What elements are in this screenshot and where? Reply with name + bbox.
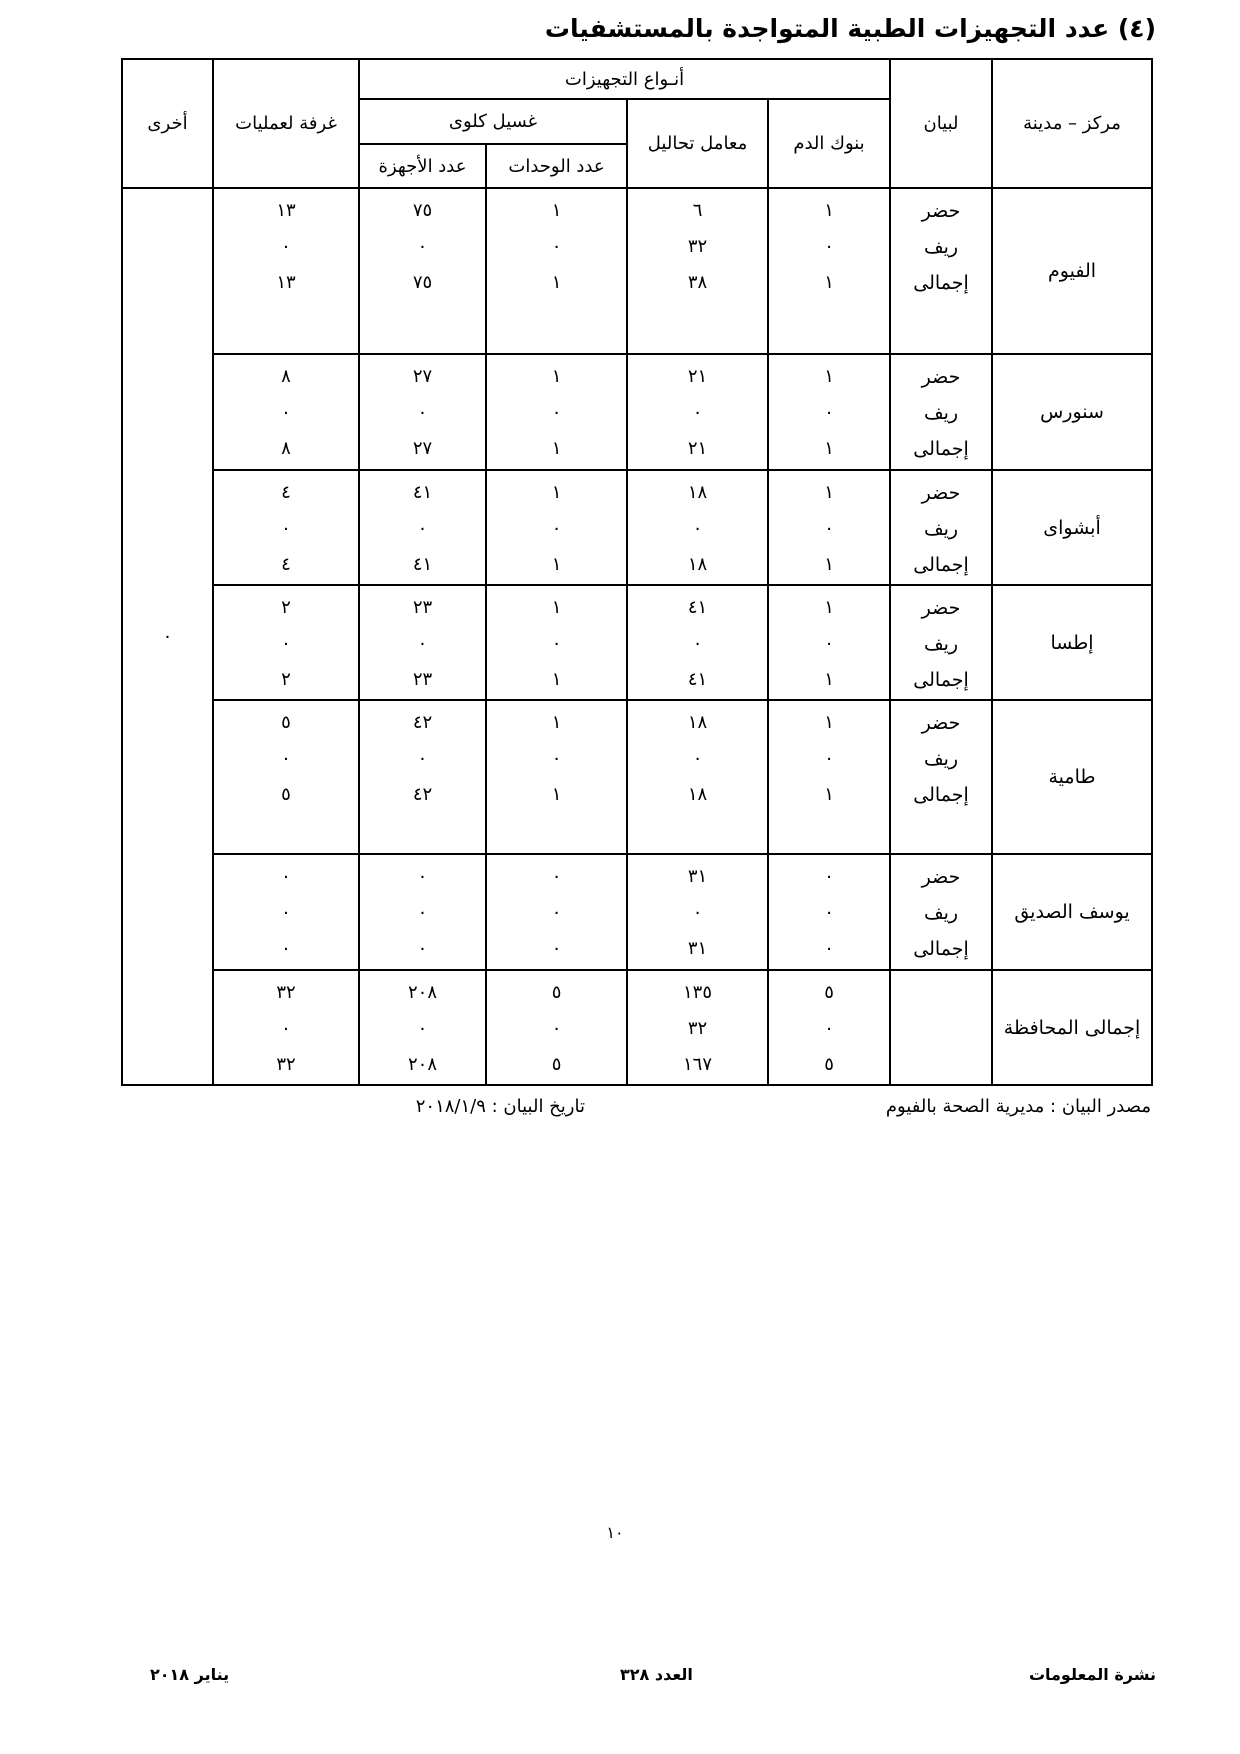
blood-banks-value: ١: [824, 200, 834, 221]
dialysis-devices-value: ٧٥: [412, 272, 433, 293]
operating-rooms-value: ٠: [281, 402, 291, 423]
label-cell: [890, 700, 992, 854]
label-cell: [890, 470, 992, 585]
blood-banks-value: ١: [824, 712, 834, 733]
label-cell: [890, 854, 992, 970]
operating-rooms-value: ٠: [281, 633, 291, 654]
operating-rooms-value: ٠: [281, 518, 291, 539]
row-label: إجمالى: [913, 438, 969, 460]
footer-month: يناير ٢٠١٨: [150, 1665, 230, 1684]
row-label: حضر: [921, 482, 961, 504]
dialysis-devices-value: ٠: [417, 236, 428, 257]
labs-value: ١٨: [687, 482, 708, 503]
blood-banks-cell: [768, 470, 890, 585]
operating-rooms-value: ٠: [281, 866, 291, 887]
blood-banks-value: ٠: [824, 902, 834, 923]
label-cell: [890, 354, 992, 470]
labs-value: ٠: [692, 518, 703, 539]
labs-value: ٣٨: [687, 272, 708, 293]
labs-value: ٠: [692, 902, 703, 923]
equipment-table: [121, 58, 1153, 1086]
dialysis-units-value: ١: [551, 366, 562, 387]
operating-rooms-cell: [213, 854, 359, 970]
labs-value: ١٨: [687, 554, 708, 575]
blood-banks-cell: [768, 585, 890, 700]
city-name: يوسف الصديق: [992, 854, 1152, 970]
dialysis-units-value: ١: [551, 200, 562, 221]
dialysis-devices-value: ٧٥: [412, 200, 433, 221]
blood-banks-value: ٥: [824, 982, 834, 1003]
dialysis-units-value: ١: [551, 669, 562, 690]
dialysis-devices-value: ٠: [417, 938, 428, 959]
blood-banks-cell: [768, 188, 890, 354]
row-label: حضر: [921, 366, 961, 388]
operating-rooms-cell: [213, 188, 359, 354]
city-name: أبشواى: [992, 470, 1152, 585]
city-name: إجمالى المحافظة: [992, 970, 1152, 1085]
operating-rooms-value: ٢: [281, 669, 291, 690]
header-other: أخرى: [122, 59, 213, 188]
header-labs: معامل تحاليل: [627, 99, 768, 188]
city-name: إطسا: [992, 585, 1152, 700]
operating-rooms-value: ٠: [281, 236, 291, 257]
operating-rooms-cell: [213, 470, 359, 585]
blood-banks-cell: [768, 970, 890, 1085]
operating-rooms-cell: [213, 970, 359, 1085]
footer-issue: العدد ٣٢٨: [620, 1665, 693, 1684]
header-units-count: عدد الوحدات: [486, 144, 627, 188]
dialysis-units-cell: [486, 970, 627, 1085]
labs-value: ٢١: [687, 366, 708, 387]
dialysis-units-value: ١: [551, 438, 562, 459]
dialysis-units-value: ١: [551, 554, 562, 575]
labs-value: ٤١: [687, 597, 708, 618]
blood-banks-value: ٠: [824, 518, 834, 539]
dialysis-devices-value: ٠: [417, 866, 428, 887]
dialysis-devices-value: ٤١: [412, 554, 433, 575]
dialysis-devices-cell: [359, 970, 486, 1085]
operating-rooms-value: ٨: [281, 438, 291, 459]
operating-rooms-value: ٣٢: [276, 982, 296, 1003]
operating-rooms-value: ٠: [281, 748, 291, 769]
dialysis-devices-value: ٠: [417, 402, 428, 423]
dialysis-units-value: ٠: [551, 748, 562, 769]
dialysis-devices-value: ٤٢: [412, 712, 433, 733]
dialysis-devices-cell: [359, 354, 486, 470]
page-title: (٤) عدد التجهيزات الطبية المتواجدة بالمستشفيات: [544, 14, 1156, 43]
labs-cell: [627, 700, 768, 854]
labs-value: ١٨: [687, 712, 708, 733]
dialysis-units-value: ٠: [551, 866, 562, 887]
dialysis-devices-value: ٤١: [412, 482, 433, 503]
dialysis-units-cell: [486, 470, 627, 585]
labs-cell: [627, 970, 768, 1085]
row-label: حضر: [921, 597, 961, 619]
dialysis-devices-value: ٢٧: [412, 438, 433, 459]
dialysis-units-cell: [486, 854, 627, 970]
blood-banks-value: ١: [824, 554, 834, 575]
labs-value: ٣٢: [687, 236, 708, 257]
table-row: [122, 700, 1152, 854]
dialysis-units-value: ٠: [551, 402, 562, 423]
header-center-city: مركز – مدينة: [992, 59, 1152, 188]
labs-value: ٤١: [687, 669, 708, 690]
dialysis-devices-value: ٠: [417, 748, 428, 769]
operating-rooms-value: ٥: [281, 712, 291, 733]
table-row: [122, 470, 1152, 585]
dialysis-devices-cell: [359, 585, 486, 700]
row-label: حضر: [921, 866, 961, 888]
blood-banks-value: ١: [824, 784, 834, 805]
row-label: ريف: [923, 902, 959, 924]
footer-publication: نشرة المعلومات: [1028, 1665, 1156, 1684]
blood-banks-value: ٠: [824, 1018, 834, 1039]
label-cell: [890, 188, 992, 354]
labs-value: ١٣٥: [683, 982, 713, 1003]
dialysis-devices-value: ٢٣: [412, 669, 433, 690]
source-info: [121, 1096, 1151, 1126]
page-number: ١٠: [606, 1523, 624, 1542]
blood-banks-value: ١: [824, 272, 834, 293]
label-cell: [890, 970, 992, 1085]
blood-banks-cell: [768, 354, 890, 470]
dialysis-devices-value: ٠: [417, 518, 428, 539]
labs-value: ٠: [692, 402, 703, 423]
header-devices-count: عدد الأجهزة: [359, 144, 486, 188]
dialysis-devices-value: ٤٢: [412, 784, 433, 805]
header-label: لبيان: [890, 59, 992, 188]
dialysis-units-value: ٠: [551, 236, 562, 257]
labs-value: ٠: [692, 748, 703, 769]
operating-rooms-value: ٥: [281, 784, 291, 805]
blood-banks-value: ١: [824, 438, 834, 459]
dialysis-units-value: ٥: [551, 982, 562, 1003]
dialysis-units-value: ١: [551, 597, 562, 618]
operating-rooms-value: ٣٢: [276, 1054, 296, 1075]
other-cell: ٠: [122, 188, 213, 1085]
dialysis-units-value: ٠: [551, 633, 562, 654]
labs-value: ٦: [692, 200, 703, 221]
blood-banks-value: ١: [824, 669, 834, 690]
dialysis-devices-cell: [359, 188, 486, 354]
dialysis-devices-value: ٢٠٨: [408, 982, 438, 1003]
header-blood-banks: بنوك الدم: [768, 99, 890, 188]
dialysis-devices-cell: [359, 700, 486, 854]
row-label: إجمالى: [913, 554, 969, 576]
operating-rooms-value: ٢: [281, 597, 291, 618]
row-label: إجمالى: [913, 938, 969, 960]
dialysis-units-cell: [486, 585, 627, 700]
row-label: ريف: [923, 402, 959, 424]
dialysis-devices-value: ٠: [417, 633, 428, 654]
operating-rooms-value: ٠: [281, 1018, 291, 1039]
dialysis-units-cell: [486, 700, 627, 854]
data-source: مصدر البيان : مديرية الصحة بالفيوم: [885, 1096, 1151, 1117]
table-row: [122, 970, 1152, 1085]
blood-banks-value: ٠: [824, 402, 834, 423]
labs-value: ٣١: [687, 866, 708, 887]
labs-cell: [627, 354, 768, 470]
operating-rooms-value: ٠: [281, 938, 291, 959]
dialysis-devices-value: ٠: [417, 902, 428, 923]
row-label: ريف: [923, 518, 959, 540]
dialysis-units-value: ٠: [551, 518, 562, 539]
blood-banks-value: ١: [824, 482, 834, 503]
dialysis-devices-cell: [359, 854, 486, 970]
operating-rooms-value: ٨: [281, 366, 291, 387]
dialysis-devices-value: ٠: [417, 1018, 428, 1039]
dialysis-units-cell: [486, 354, 627, 470]
operating-rooms-cell: [213, 585, 359, 700]
dialysis-units-value: ٠: [551, 1018, 562, 1039]
city-name: طامية: [992, 700, 1152, 854]
dialysis-units-value: ١: [551, 482, 562, 503]
dialysis-units-value: ٠: [551, 902, 562, 923]
dialysis-devices-cell: [359, 470, 486, 585]
label-cell: [890, 585, 992, 700]
operating-rooms-value: ١٣: [276, 200, 296, 221]
blood-banks-value: ٠: [824, 236, 834, 257]
labs-cell: [627, 188, 768, 354]
operating-rooms-value: ١٣: [276, 272, 296, 293]
header-dialysis: غسيل كلوى: [359, 99, 627, 144]
blood-banks-value: ١: [824, 597, 834, 618]
header-equipment-types: أنـواع التجهيزات: [359, 59, 890, 99]
blood-banks-value: ١: [824, 366, 834, 387]
row-label: حضر: [921, 200, 961, 222]
blood-banks-cell: [768, 854, 890, 970]
dialysis-units-cell: [486, 188, 627, 354]
labs-cell: [627, 854, 768, 970]
labs-value: ١٦٧: [683, 1054, 713, 1075]
city-name: سنورس: [992, 354, 1152, 470]
dialysis-units-value: ١: [551, 784, 562, 805]
blood-banks-value: ٠: [824, 866, 834, 887]
operating-rooms-cell: [213, 354, 359, 470]
labs-value: ٠: [692, 633, 703, 654]
dialysis-units-value: ٥: [551, 1054, 562, 1075]
dialysis-devices-value: ٢٠٨: [408, 1054, 438, 1075]
row-label: حضر: [921, 712, 961, 734]
row-label: إجمالى: [913, 784, 969, 806]
dialysis-devices-value: ٢٣: [412, 597, 433, 618]
blood-banks-value: ٠: [824, 748, 834, 769]
labs-value: ٣٢: [687, 1018, 708, 1039]
blood-banks-value: ٠: [824, 633, 834, 654]
labs-value: ٣١: [687, 938, 708, 959]
row-label: إجمالى: [913, 669, 969, 691]
blood-banks-value: ٠: [824, 938, 834, 959]
row-label: ريف: [923, 633, 959, 655]
operating-rooms-cell: [213, 700, 359, 854]
table-row: [122, 585, 1152, 700]
row-label: إجمالى: [913, 272, 969, 294]
data-date: تاريخ البيان : ٢٠١٨/١/٩: [415, 1096, 585, 1117]
operating-rooms-value: ٤: [281, 554, 291, 575]
table-row: [122, 354, 1152, 470]
table-row: [122, 854, 1152, 970]
table-row: [122, 188, 1152, 354]
dialysis-devices-value: ٢٧: [412, 366, 433, 387]
blood-banks-value: ٥: [824, 1054, 834, 1075]
labs-cell: [627, 470, 768, 585]
dialysis-units-value: ١: [551, 712, 562, 733]
dialysis-units-value: ٠: [551, 938, 562, 959]
header-operating-rooms: غرفة لعمليات: [213, 59, 359, 188]
labs-value: ١٨: [687, 784, 708, 805]
operating-rooms-value: ٠: [281, 902, 291, 923]
dialysis-units-value: ١: [551, 272, 562, 293]
operating-rooms-value: ٤: [281, 482, 291, 503]
city-name: الفيوم: [992, 188, 1152, 354]
blood-banks-cell: [768, 700, 890, 854]
labs-cell: [627, 585, 768, 700]
row-label: ريف: [923, 748, 959, 770]
labs-value: ٢١: [687, 438, 708, 459]
row-label: ريف: [923, 236, 959, 258]
